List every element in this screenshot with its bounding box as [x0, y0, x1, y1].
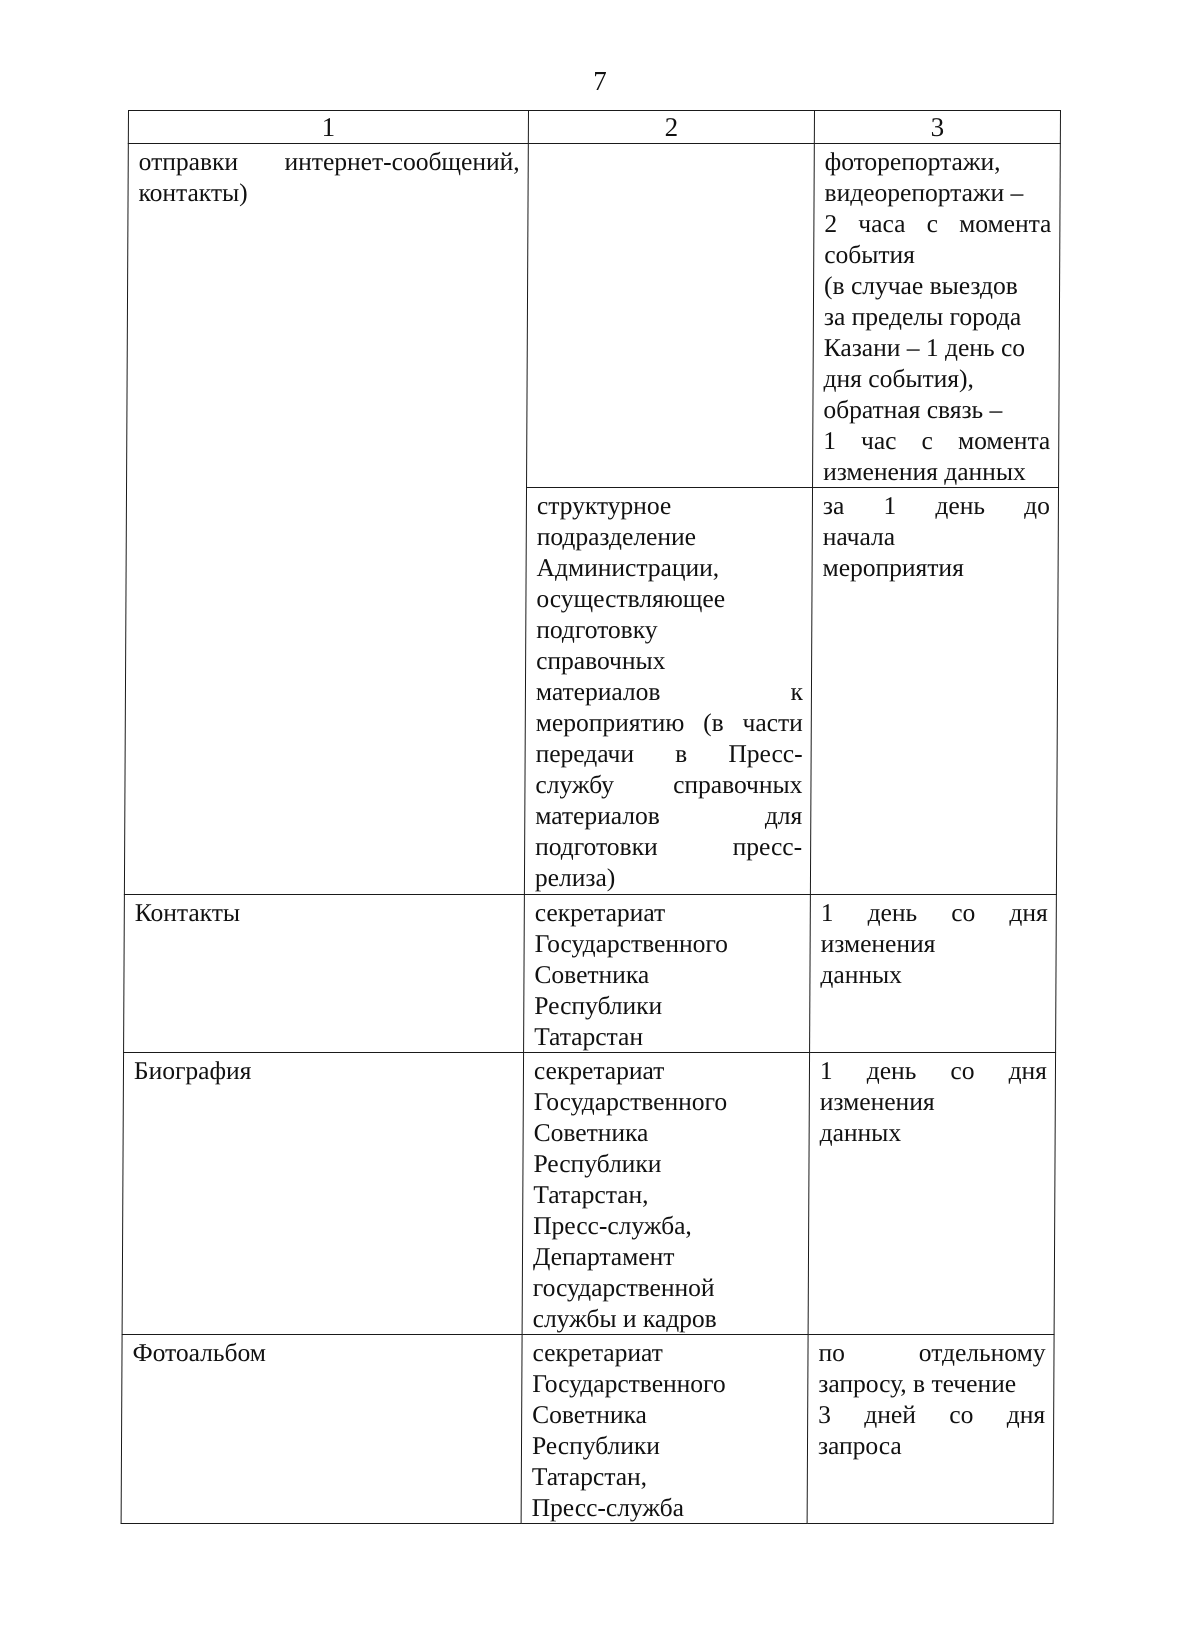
cell-line: осуществляющее [536, 584, 726, 613]
table-row [127, 144, 1061, 488]
cell-line: Пресс-служба, [533, 1211, 692, 1240]
column-header-2: 2 [528, 111, 814, 144]
cell-line: Татарстан, [533, 1180, 649, 1209]
cell-line: мероприятия [822, 553, 964, 582]
cell-line: 1 день со дня [819, 1056, 1048, 1085]
schedule-table [121, 110, 1061, 1524]
cell-line: за пределы города [823, 302, 1022, 331]
cell-line: данных [820, 960, 903, 989]
cell-line: Пресс-служба [531, 1493, 685, 1522]
row5-col2-cell [521, 1335, 808, 1524]
cell-line: службы и кадров [532, 1304, 717, 1333]
cell-line: передачи в Пресс- [535, 739, 803, 768]
cell-line: секретариат [534, 898, 666, 927]
cell-line: изменения [819, 1087, 935, 1116]
cell-line: Государственного [533, 1087, 728, 1116]
page-number: 7 [593, 66, 607, 96]
cell-line: Татарстан, [531, 1462, 648, 1491]
row1-col1-cell [124, 144, 528, 895]
row4-col1-cell [122, 1053, 523, 1335]
row1-col2-cell [527, 144, 815, 488]
cell-line: обратная связь – [823, 395, 1003, 424]
row1-col3-cell [813, 144, 1061, 488]
cell-line: 3 дней со дня [818, 1400, 1046, 1429]
row2-col3-cell [810, 488, 1058, 895]
cell-line: Республики [531, 1431, 661, 1460]
cell-line: по отдельному [818, 1338, 1046, 1367]
cell-line: Советника [532, 1400, 647, 1429]
row3-col1-cell [124, 895, 525, 1053]
cell-line: Государственного [532, 1369, 726, 1398]
cell-line: Татарстан [534, 1022, 644, 1051]
cell-line: (в случае выездов [824, 271, 1018, 300]
cell-line: подразделение [536, 522, 697, 551]
cell-line: Департамент [532, 1242, 675, 1271]
cell-line: 1 день со дня [820, 898, 1048, 927]
cell-line: запросу, в течение [818, 1369, 1017, 1398]
cell-line: релиза) [534, 863, 616, 892]
cell-line: изменения [820, 929, 936, 958]
cell-line: структурное [536, 491, 672, 520]
cell-line: секретариат [532, 1338, 663, 1367]
table-row [122, 1053, 1055, 1335]
cell-line: мероприятию (в части [535, 708, 803, 737]
cell-line: материалов для [535, 801, 803, 830]
row4-col2-cell [522, 1053, 809, 1335]
row2-col2-cell [524, 488, 812, 895]
cell-line: события [824, 240, 916, 269]
column-header-3: 3 [814, 111, 1060, 144]
row3-col2-cell [524, 895, 811, 1053]
row-title: Биография [133, 1056, 252, 1085]
cell-line: Казани – 1 день со [823, 333, 1026, 362]
table-row [124, 895, 1057, 1053]
cell-line: Государственного [534, 929, 729, 958]
cell-line: подготовки пресс- [535, 832, 803, 861]
cell-line: секретариат [533, 1056, 665, 1085]
table-row [121, 1335, 1054, 1524]
cell-line: начала [822, 522, 896, 551]
cell-line: 1 час с момента [823, 426, 1051, 455]
cell-line: данных [819, 1118, 902, 1147]
cell-line: дня события), [823, 364, 974, 393]
cell-line: справочных [536, 646, 666, 675]
column-header-1: 1 [128, 111, 528, 144]
row5-col3-cell [807, 1335, 1054, 1524]
cell-line: за 1 день до [822, 491, 1051, 520]
row1-col1-text: отправки интернет-сообщений, контакты) [138, 147, 520, 207]
cell-line: запроса [817, 1431, 902, 1460]
cell-line: службу справочных [535, 770, 803, 799]
row-title: Контакты [134, 898, 241, 927]
cell-line: 2 часа с момента [824, 209, 1052, 238]
cell-line: подготовку [536, 615, 658, 644]
cell-line: Советника [533, 1118, 649, 1147]
cell-line: фоторепортажи, [824, 147, 1001, 176]
cell-line: изменения данных [823, 457, 1026, 486]
cell-line: Советника [534, 960, 650, 989]
cell-line: государственной [532, 1273, 715, 1302]
table-header-row [128, 111, 1060, 144]
cell-line: Республики [534, 991, 663, 1020]
row4-col3-cell [808, 1053, 1055, 1335]
row3-col3-cell [810, 895, 1057, 1053]
cell-line: Республики [533, 1149, 662, 1178]
row-title: Фотоальбом [132, 1338, 266, 1367]
cell-line: видеорепортажи – [824, 178, 1024, 207]
cell-line: материалов к [535, 677, 804, 706]
row5-col1-cell [121, 1335, 522, 1524]
cell-line: Администрации, [536, 553, 720, 582]
